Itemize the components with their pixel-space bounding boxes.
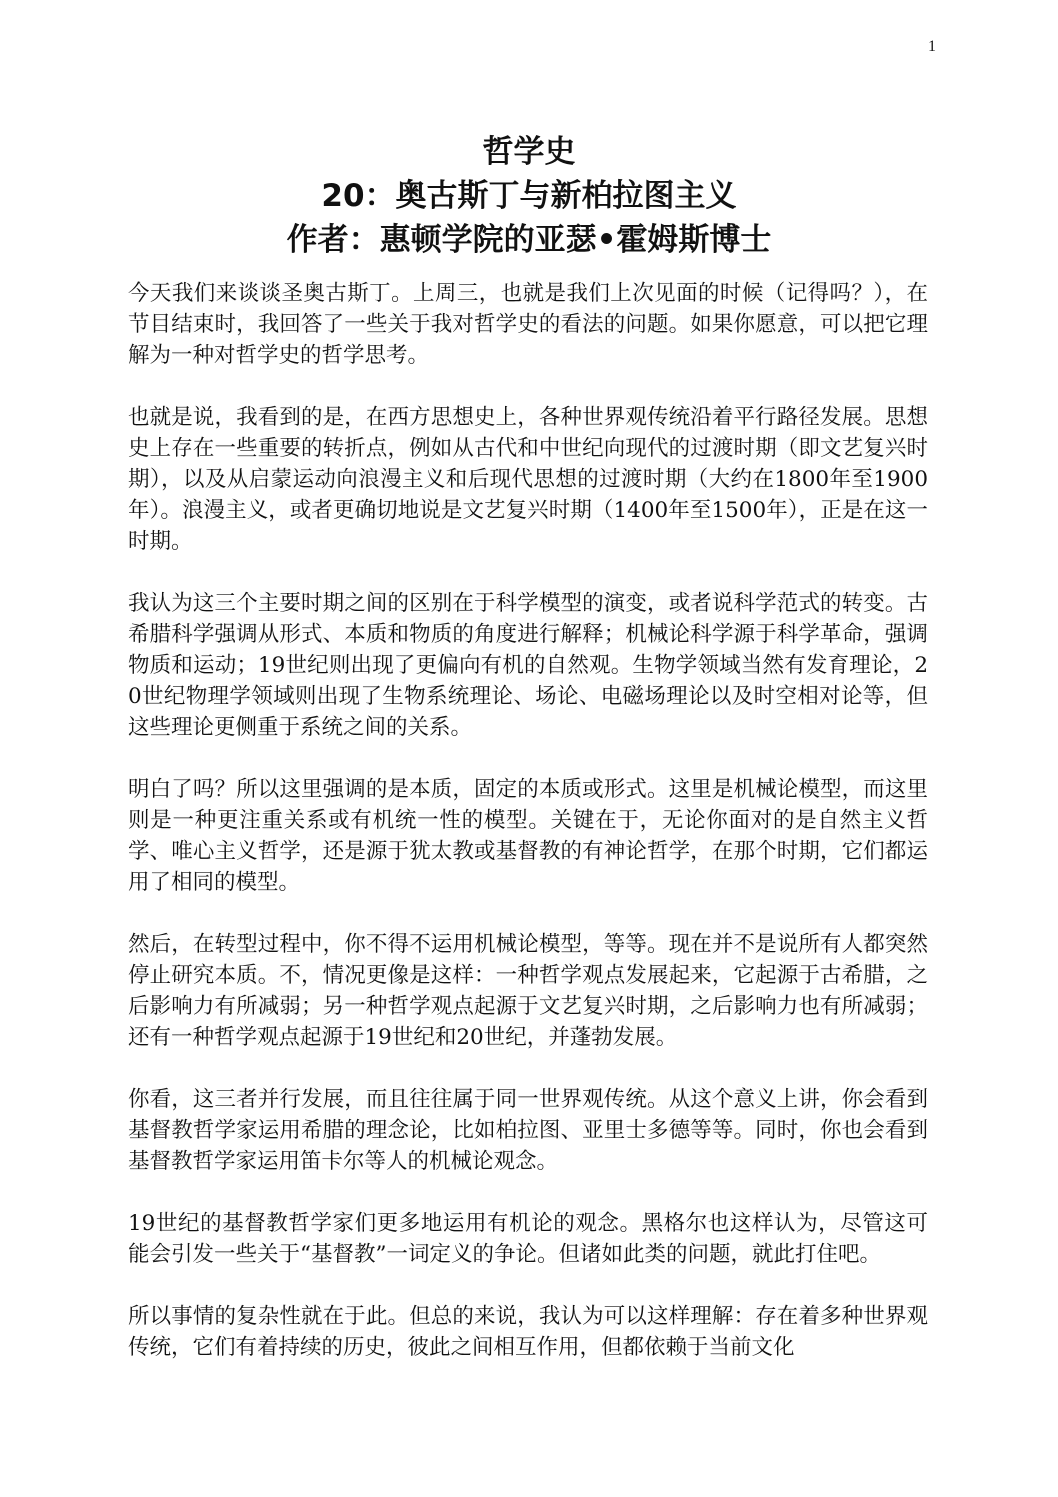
paragraph: 明白了吗？所以这里强调的是本质，固定的本质或形式。这里是机械论模型，而这里则是一种更注重关系或有机统一性的模型。关键在于，无论你面对的是自然主义哲学、唯心主义哲学，还是源于犹太教或基督教的有神论哲学，在那个时期，它们都运用了相同的模型。 bbox=[128, 777, 928, 895]
paragraph: 所以事情的复杂性就在于此。但总的来说，我认为可以这样理解：存在着多种世界观传统，它们有着持续的历史，彼此之间相互作用，但都依赖于当前文化 bbox=[128, 1304, 928, 1360]
paragraph: 也就是说，我看到的是，在西方思想史上，各种世界观传统沿着平行路径发展。思想史上存在一些重要的转折点，例如从古代和中世纪向现代的过渡时期（即文艺复兴时期），以及从启蒙运动向浪漫主义和后现代思想的过渡时期（大约在1800年至1900年）。浪漫主义，或者更确切地说是文艺复兴时期（1400年至1500年），正是在这一时期。 bbox=[128, 405, 928, 554]
document-title: 哲学史 bbox=[482, 134, 576, 170]
lecture-title: 20：奥古斯丁与新柏拉图主义 bbox=[321, 178, 737, 214]
page-number: 1 bbox=[928, 38, 936, 55]
paragraph: 然后，在转型过程中，你不得不运用机械论模型，等等。现在并不是说所有人都突然停止研究本质。不，情况更像是这样：一种哲学观点发展起来，它起源于古希腊，之后影响力有所减弱；另一种哲学观点起源于文艺复兴时期，之后影响力也有所减弱；还有一种哲学观点起源于19世纪和20世纪，并蓬勃发展。 bbox=[128, 932, 928, 1050]
paragraph: 我认为这三个主要时期之间的区别在于科学模型的演变，或者说科学范式的转变。古希腊科学强调从形式、本质和物质的角度进行解释；机械论科学源于科学革命，强调物质和运动；19世纪则出现了更偏向有机的自然观。生物学领域当然有发育理论，20世纪物理学领域则出现了生物系统理论、场论、电磁场理论以及时空相对论等，但这些理论更侧重于系统之间的关系。 bbox=[128, 591, 928, 740]
paragraph: 19世纪的基督教哲学家们更多地运用有机论的观念。黑格尔也这样认为，尽管这可能会引发一些关于“基督教”一词定义的争论。但诸如此类的问题，就此打住吧。 bbox=[128, 1211, 928, 1267]
paragraph: 今天我们来谈谈圣奥古斯丁。上周三，也就是我们上次见面的时候（记得吗？），在节目结束时，我回答了一些关于我对哲学史的看法的问题。如果你愿意，可以把它理解为一种对哲学史的哲学思考。 bbox=[128, 281, 928, 368]
author-line: 作者：惠顿学院的亚瑟•霍姆斯博士 bbox=[286, 222, 772, 258]
body-text bbox=[128, 278, 928, 1394]
paragraph: 你看，这三者并行发展，而且往往属于同一世界观传统。从这个意义上讲，你会看到基督教哲学家运用希腊的理念论，比如柏拉图、亚里士多德等等。同时，你也会看到基督教哲学家运用笛卡尔等人的机械论观念。 bbox=[128, 1087, 928, 1174]
title-block bbox=[0, 130, 1058, 262]
